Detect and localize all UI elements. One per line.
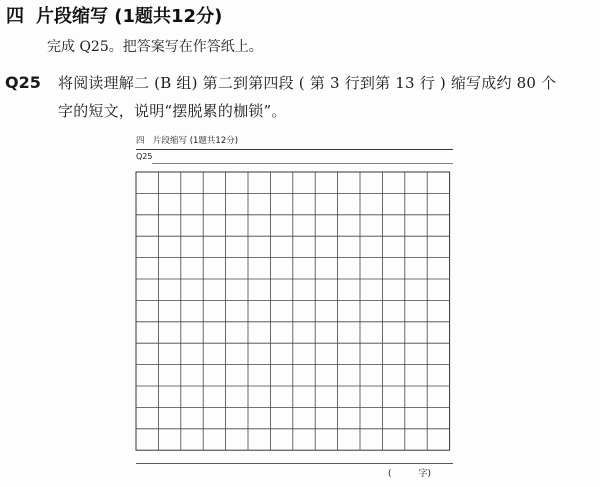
question-number: Q25 [5, 73, 41, 92]
question-text-line-1: 将阅读理解二 (B 组) 第二到第四段 ( 第 3 行到第 13 行 ) 缩写成约 80 个 [58, 74, 557, 92]
section-title: 片段缩写 (1题共12分) [36, 6, 223, 27]
instruction-text: 完成 Q25。把答案写在作答纸上。 [47, 39, 263, 55]
char-count-label: ( 字) [388, 469, 432, 479]
answer-sheet-question-label: Q25 [136, 152, 153, 161]
question-text-line-2: 字的短文，说明“摆脱累的枷锁”。 [58, 102, 287, 120]
grid-bottom-rule [136, 463, 453, 464]
section-number: 四 [6, 6, 24, 27]
answer-sheet-heading: 四 片段缩写 (1题共12分) [136, 136, 239, 146]
